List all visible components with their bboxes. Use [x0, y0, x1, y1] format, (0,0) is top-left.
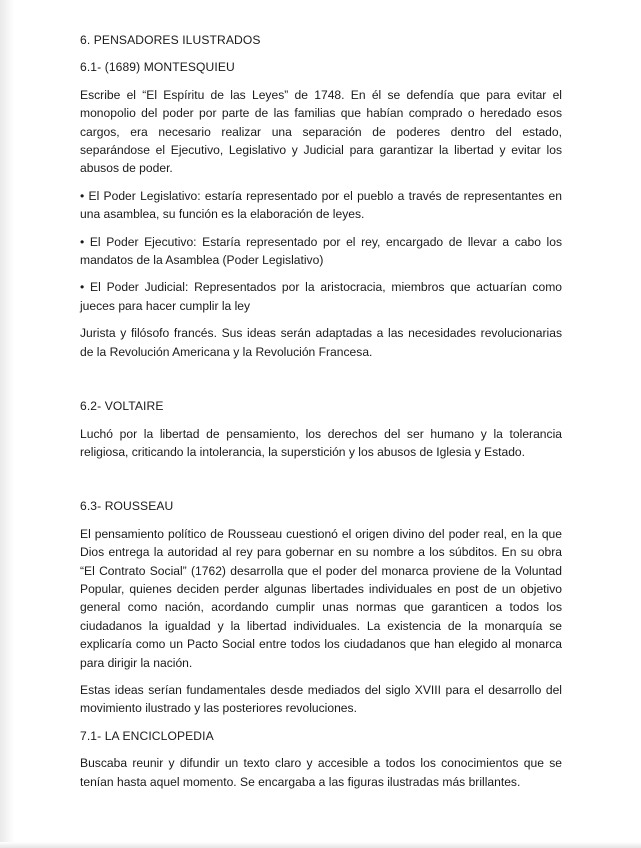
section-6-2-heading: 6.2- VOLTAIRE [80, 399, 164, 414]
legislative-power-bullet: • El Poder Legislativo: estaría representado por el pueblo a través de representantes en una asamblea, su función es la elaboración de leyes. [80, 188, 562, 222]
montesquieu-intro-paragraph: Escribe el “El Espíritu de las Leyes” de 1748. En él se defendía que para evitar el monopolio del poder por parte de las familias que habían comprado o heredado esos cargos, era necesario realizar una separación de poderes dentro del estado, separándose el Ejecutivo, Legislativo y Judicial para garantizar la libertad y evitar los abusos de poder. [80, 87, 562, 176]
voltaire-paragraph: Luchó por la libertad de pensamiento, los derechos del ser humano y la tolerancia religiosa, criticando la intolerancia, la superstición y los abusos de Iglesia y Estado. [80, 426, 562, 459]
rousseau-closing-paragraph: Estas ideas serían fundamentales desde mediados del siglo XVIII para el desarrollo del movimiento ilustrado y las posteriores revoluciones. [80, 682, 562, 716]
rousseau-paragraph: El pensamiento político de Rousseau cuestionó el origen divino del poder real, en la que Dios entrega la autoridad al rey para gobernar en su nombre a los súbditos. En su obra “El Contrato Social” (1762) desarrolla que el poder del monarca proviene de la Voluntad Popular, quienes deciden perder algunas libertades individuales en post de un objetivo general como nación, acordando cumplir unas normas que garanticen a todos los ciudadanos la igualdad y la libertad individuales. La existencia de la monarquía se explicaría como un Pacto Social entre todos los ciudadanos que han elegido al monarca para dirigir la nación. [80, 526, 562, 670]
section-6-3-heading: 6.3- ROUSSEAU [80, 499, 174, 514]
montesquieu-closing-paragraph: Jurista y filósofo francés. Sus ideas serán adaptadas a las necesidades revolucionarias de la Revolución Americana y la Revolución Francesa. [80, 326, 562, 359]
page-bottom-shadow [0, 842, 641, 848]
enciclopedia-paragraph: Buscaba reunir y difundir un texto claro y accesible a todos los conocimientos que se tenían hasta aquel momento. Se encargaba a las figuras ilustradas más brillantes. [80, 756, 562, 789]
section-spacer [80, 370, 562, 397]
judicial-power-bullet: • El Poder Judicial: Representados por la aristocracia, miembros que actuarían como jueces para hacer cumplir la ley [80, 280, 562, 313]
document-page [80, 31, 562, 800]
section-6-heading: 6. PENSADORES ILUSTRADOS [80, 33, 261, 47]
section-7-1-heading: 7.1- LA ENCICLOPEDIA [80, 728, 214, 743]
executive-power-bullet: • El Poder Ejecutivo: Estaría representado por el rey, encargado de llevar a cabo los mandatos de la Asamblea (Poder Legislativo) [80, 234, 562, 268]
section-6-1-heading: 6.1- (1689) MONTESQUIEU [80, 60, 235, 75]
section-spacer [80, 470, 562, 497]
page-edge-shadow [0, 0, 14, 848]
